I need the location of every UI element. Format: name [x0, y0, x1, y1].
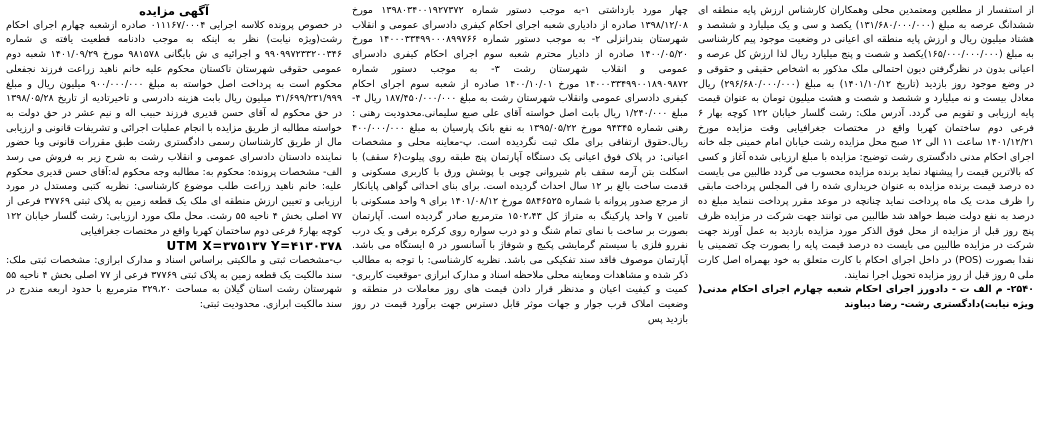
- notice-signature: ۲۵۴۰- م الف ت - دادورز اجرای احکام شعبه چهارم اجرای احکام مدنی( ویژه نیابت)دادگستری رشت- رضا دیباوند: [698, 284, 1034, 311]
- column-3-paragraph-1: از استفسار از مطلعین ومعتمدین محلی وهمکاران کارشناس ارزش پایه منطقه ای ششدانگ عرصه به مبلغ (۱۳۱/۶۸۰/۰۰۰/۰۰۰) یکصد و سی و یک میلیارد و ششصد و هشتاد میلیون ریال و ارزش پایه منطقه ای اعیانی در وضعیت موجود پیم کارشناسی به مبلغ (۱۶۵/۰۰۰/۰۰۰/۰۰۰)یکصد و شصت و پنج میلیارد ریال لذا ارزش کل عرصه و اعیانی بدون در نظرگرفتن دیون احتمالی ملک مذکور به اشخاص حقیقی و حقوقی و در وضع موجود روز بازدید (تاریخ ۱۴۰۱/۱۰/۱۲) به مبلغ (۲۹۶/۶۸۰/۰۰۰/۰۰۰) ریال معادل بیست و نه میلیارد و ششصد و شصت و هشت میلیون تومان به عنوان قیمت پایه ارزیابی و تقویم می گردد. آدرس ملک: رشت گلسار خیابان ۱۲۲ کوچه بهار ۶ فرعی دوم ساختمان کهربا واقع در مختصات جغرافیایی وقت مزایده مورخ ۱۴۰۱/۱۲/۲۱ ساعت ۱۱ الی ۱۲ صبح محل مزایده رشت خیابان امام خمینی جله خانه اجرای احکام مدنی دادگستری رشت توضیح: مزایده با مبلغ ارزیابی شده آغاز و کسی که بالاترین قیمت را پیشنهاد نماید برنده مزایده محسوب می گردد طالبین می بایست ده درصد قیمت برنده مزایده به عنوان خریداری شده را فی المجلس پرداخت مابقی را ظرف مدت یک ماه پرداخت نماید چنانچه در موعد مقرر پرداخت ننماید مبلغ ده درصد به نفع دولت ضبط خواهد شد طالبین می توانند جهت شرکت در مزایده ظرف پنج روز قبل از مزایده از محل فوق الذکر مورد مزایده بازدید به عمل آورند جهت شرکت در مزایده طالبین می بایست ده درصد قیمت پایه را بصورت چک تضمینی یا نقدا بصورت (POS) در داخل اجرای احکام با کارت متعلق به خود بهمراه اصل کارت ملی ۵ روز قبل از روز مزایده تحویل اجرا نمایند.: [698, 5, 1034, 281]
- notice-column-1: [6, 4, 342, 439]
- notice-column-2: [352, 4, 688, 439]
- utm-coordinates: UTM X=۳۷۵۱۳۷ Y=۴۱۳۰۳۷۸: [166, 239, 342, 254]
- column-1-paragraph-2: ب-مشخصات ثبتی و مالکیتی براساس اسناد و مدارک ابرازی: مشخصات ثبتی ملک: سند مالکیت یک قطعه زمین به پلاک ثبتی ۳۷۷۶۹ فرعی از ۷۷ اصلی بخش ۴ ناحیه ۵۵ شهرستان رشت استان گیلان به مساحت ۳۲۹،۲۰ مترمربع با حدود اربعه مندرج در سند مالکیت ابرازی. محدودیت ثبتی:: [6, 254, 342, 311]
- notice-title: آگهی مزایده: [139, 4, 209, 18]
- column-2-paragraph-1: چهار مورد بازداشتی ۱-به موجب دستور شماره ۱۳۹۸۰۳۴۰۰۱۹۲۷۳۷۲ مورخ ۱۳۹۸/۱۲/۰۸ صادره از دادیاری شعبه اجرای احکام کیفری دادسرای عمومی و انقلاب شهرستان بندرانزلی ۲- به موجب دستور شماره ۱۴۰۰۰۳۳۴۹۹۰۰۰۸۹۹۷۶۶ مورخ ۱۴۰۰/۰۵/۲۰ صادره از دادیار محترم شعبه سوم اجرای احکام کیفری دادسرای عمومی و انقلاب شهرستان رشت ۳- به موجب دستور شماره ۱۴۰۰۰۳۳۴۹۹۰۰۱۸۹۰۹۸۷۲ مورخ ۱۴۰۰/۱۰/۰۱ صادره از شعبه سوم اجرای احکام کیفری دادسرای عمومی وانقلاب شهرستان رشت به مبلغ ۱۸۷/۴۵۰/۰۰۰/۰۰۰ ریال ۴-مبلغ ۱/۲۴۰/۰۰۰ ریال بابت اصل خواسته آقای علی صیع سلیمانی.محدودیت رهنی : رهنی شماره ۹۴۳۴۵ مورخ ۱۳۹۵/۰۵/۲۲ به نفع بانک پارسیان به مبلغ ۴۰۰/۰۰۰/۰۰۰ ریال.حقوق ارتفاقی برای ملک ثبت نگردیده است. پ-معاینه محلی و مشخصات اعیانی: در پلاک فوق اعیانی یک دستگاه آپارتمان پنج طبقه روی پیلوت(۶ سقف) با اسکلت بتن آرمه سقف بام شیروانی چوبی با پوشش ورق با کاربری مسکونی و قدمت ساخت بالغ بر ۱۲ سال احداث گردیده است. برای بنای احداثی گواهی پایانکار از مرجع صدور پروانه با شماره ۵۸۴۶۵۲۵ مورخ ۱۴۰۱/۰۸/۱۲ برای ۹ واحد مسکونی با تامین ۷ واحد پارکینگ به متراژ کل ۱۵۰۲،۴۳ مترمربع صادر گردیده است. آپارتمان بصورت بر ساخت با نمای تمام شنگ و دو درب سواره روی کرکره برقی و یک درب نفررو فلزی با سیستم گرمایشی پکیج و شوفاژ با آسانسور در ۵ ایستگاه می باشد. آپارتمان موصوف فاقد سند تفکیکی می باشد. نظریه کارشناسی: با توجه به مطالب ذکر شده و مشاهدات ومعاینه محلی ملاحظه اسناد و مدارک ابرازی -موقعیت کاربری-کمیت و کیفیت اعیان و مدنظر قرار دادن قیمت های روز معاملات در منطقه و وضعیت املاک قرب جوار و جهات موثر قابل دسترس جهت برآورد قیمت در روز بازدید پس: [352, 5, 688, 325]
- notice-column-3: [698, 4, 1034, 439]
- column-1-paragraph-1: در خصوص پرونده کلاسه اجرایی ۰۱۱۱۶۷/۰۰۰۴ صادره ازشعبه چهارم اجرای احکام رشت(ویژه نیابت) نظر به اینکه به موجب دادنامه قطعیت یافته ی شماره ۹۹۰۹۹۷۲۳۳۲۰۰۳۴۶ و اجرائیه ی ش بایگانی ۹۸۱۵۷۸ مورخ ۱۴۰۱/۰۹/۲۹ شعبه دوم عمومی حقوقی شهرستان تاکستان محکوم علیه خانم ناهید زراعت فرزند نجفعلی محکوم است به پرداخت اصل خواسته به مبلغ ۹۰۰/۰۰۰/۰۰۰ میلیون ریال و مبلغ ۳۱/۶۹۹/۲۳۱/۹۹۹ میلیون ریال بابت هزینه دادرسی و تاخیرتادیه از تاریخ ۱۳۹۸/۰۵/۲۸ در حق محکوم له آقای حسن قدیری فرزند حبیب اله و نیم عشر در حق دولت به خواسته مطالبه از طریق مزایده با انجام عملیات اجرائی و تشریفات قانونی و ارزیابی مال از طریق کارشناسان رسمی دادگستری رشت طبق مقررات قانونی وبا حضور نماینده دادستان دادسرای عمومی و انقلاب رشت به شرح زیر به فروش می رسد الف- مشخصات پرونده: محکوم به: مطالبه وجه محکوم له:آقای حسن قدیری محکوم علیه: خانم ناهید زراعت طلب موضوع کارشناسی: نظریه کتبی ومستدل در مورد ارزیابی و تعیین ارزش منطقه ای ملک یک قطعه زمین به پلاک ثبتی ۳۷۷۶۹ فرعی از ۷۷ اصلی بخش ۴ ناحیه ۵۵ رشت. محل ملک مورد ارزیابی: رشت گلسار خیابان ۱۲۲ کوچه بهار۶ فرعی دوم ساختمان کهربا واقع در مختصات جغرافیایی: [6, 19, 342, 237]
